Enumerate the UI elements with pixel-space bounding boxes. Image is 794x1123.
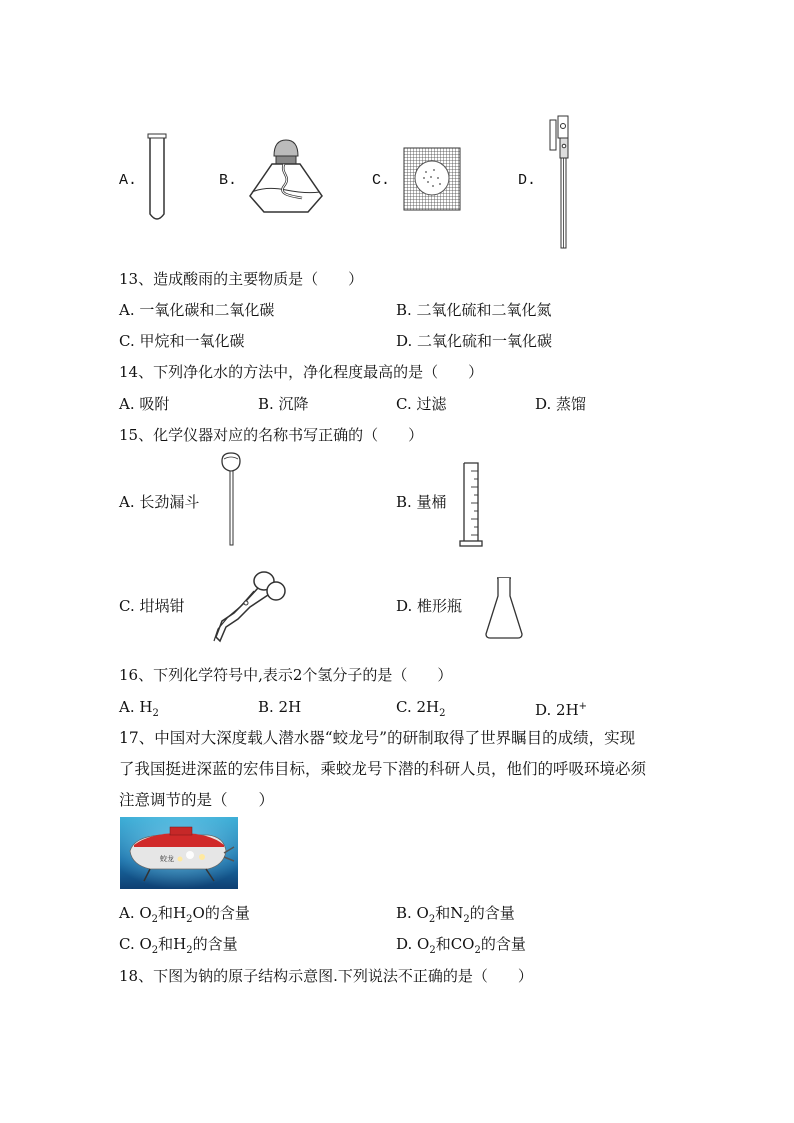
q13-stem: 13、造成酸雨的主要物质是（ ） — [119, 270, 364, 288]
q16-stem: 16、下列化学符号中,表示2个氢分子的是（ ） — [119, 666, 453, 684]
q12-option-d-label: D. — [518, 172, 537, 189]
q14-option-a: A. 吸附 — [119, 395, 170, 413]
q16-option-c: C. $2H_2$ — [396, 698, 446, 719]
q15-option-c-label: C. 坩埚钳 — [119, 597, 185, 615]
q14-option-d: D. 蒸馏 — [535, 395, 587, 413]
q14-option-b: B. 沉降 — [258, 395, 309, 413]
q14-option-c: C. 过滤 — [396, 395, 447, 413]
q15-option-d-label: D. 椎形瓶 — [396, 597, 463, 615]
submersible-photo — [120, 817, 238, 889]
q16-option-b: B. 2H — [258, 698, 302, 716]
long-neck-funnel-icon — [219, 451, 245, 549]
q17-option-b: B. $O_2$和$N_2$的含量 — [396, 904, 515, 925]
q15-option-b-label: B. 量桶 — [396, 493, 447, 511]
q17-stem-line-1: 17、中国对大深度载人潜水器“蛟龙号”的研制取得了世界瞩目的成绩，实现 — [119, 729, 636, 747]
q17-stem-line-3: 注意调节的是（ ） — [119, 791, 275, 809]
alcohol-lamp-icon — [246, 134, 326, 216]
q13-option-a: A. 一氧化碳和二氧化碳 — [119, 301, 275, 319]
q14-stem: 14、下列净化水的方法中，净化程度最高的是（ ） — [119, 363, 484, 381]
test-tube-icon — [143, 132, 173, 227]
asbestos-gauze-icon — [404, 148, 460, 210]
q12-option-a-label: A. — [119, 172, 138, 189]
graduated-cylinder-icon — [459, 461, 485, 549]
test-tube-clamp-icon — [546, 114, 576, 250]
q16-option-a: A. $H_2$ — [119, 698, 159, 719]
q13-option-c: C. 甲烷和一氧化碳 — [119, 332, 245, 350]
q17-stem-line-2: 了我国挺进深蓝的宏伟目标，乘蛟龙号下潜的科研人员，他们的呼吸环境必须 — [119, 760, 647, 778]
q15-stem: 15、化学仪器对应的名称书写正确的（ ） — [119, 426, 424, 444]
q12-option-c-label: C. — [372, 172, 391, 189]
q13-option-d: D. 二氧化硫和一氧化碳 — [396, 332, 553, 350]
conical-flask-icon — [484, 576, 524, 640]
svg-text:蛟龙: 蛟龙 — [160, 855, 174, 863]
q17-option-c: C. $O_2$和$H_2$的含量 — [119, 935, 238, 956]
q15-option-a-label: A. 长劲漏斗 — [119, 493, 200, 511]
q17-option-a: A. $O_2$和$H_2O$的含量 — [119, 904, 250, 925]
q16-option-d: D. 2H+ — [535, 701, 588, 719]
q17-option-d: D. $O_2$和$CO_2$的含量 — [396, 935, 526, 956]
q12-option-b-label: B. — [219, 172, 238, 189]
q18-stem: 18、下图为钠的原子结构示意图.下列说法不正确的是（ ） — [119, 967, 533, 985]
crucible-tongs-icon — [210, 569, 288, 645]
q13-option-b: B. 二氧化硫和二氧化氮 — [396, 301, 552, 319]
